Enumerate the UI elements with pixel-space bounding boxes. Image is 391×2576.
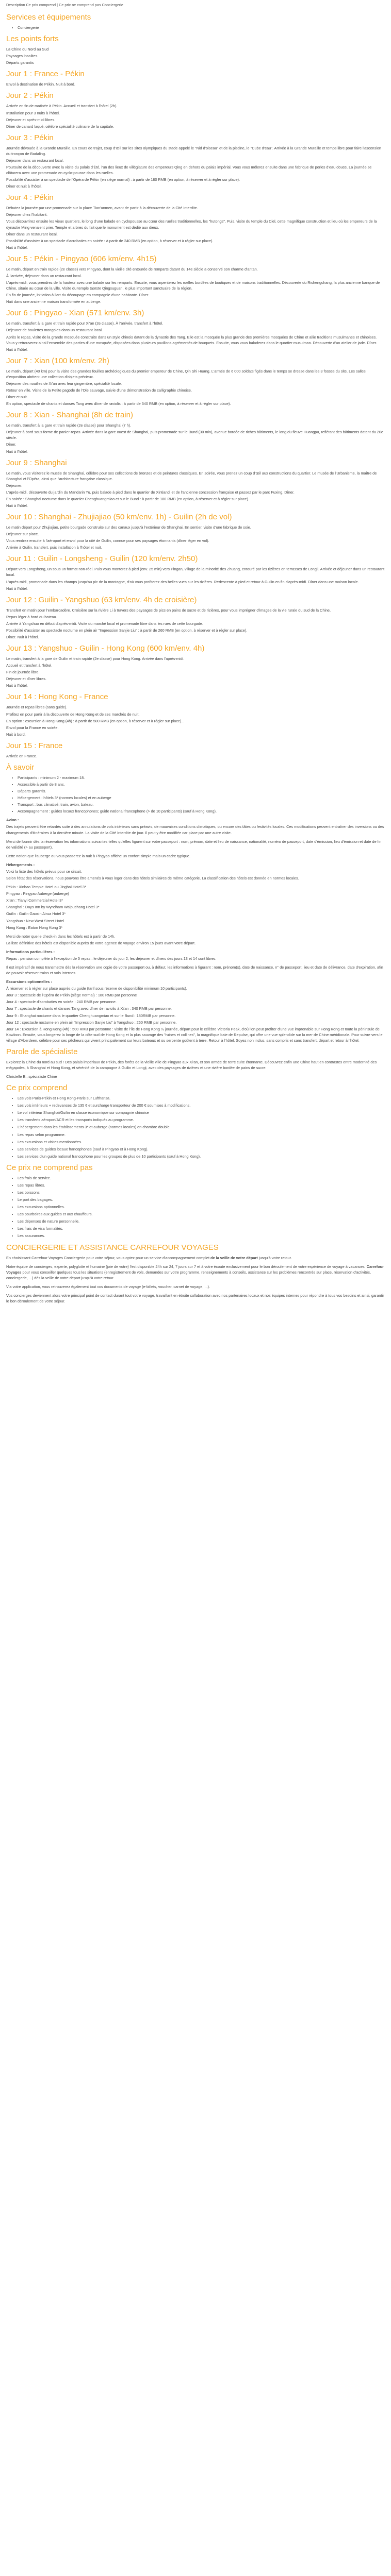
excursion-list	[6, 992, 385, 1043]
day-text: Le matin, vous visiterez le musée de Shanghai, célèbre pour ses collections de bronzes et de peintures classiques. En soirée, vous prenez un coup d'œil aux constructions du quartier. Le musée de l'Urbanisme, la maître de Shanghai et l'Opéra, ainsi que l'architecture française classique.	[6, 470, 377, 481]
day-title: Jour 10 : Shanghai - Zhujiajiao (50 km/env. 1h) - Guilin (2h de vol)	[6, 513, 232, 522]
day-text: Déjeuner et après-midi libres.	[6, 117, 56, 122]
day-text: L'après-midi, promenade dans les champs jusqu'au pic de la montagne, d'où vous profiterez des belles vues sur les rizières. Redescente à pied et retour à Guilin en fin d'après-midi. Dîner dans une maison locale.	[6, 579, 359, 584]
point-fort-line: La Chine du Nord au Sud	[6, 47, 49, 52]
excursion-line: Jour 14 : Excursion à Hong Kong (4h) : 500 RMB par personne : visite de l'île de Hong Kong ½ journée, départ pour le célèbre Victoria Peak, d'où l'on peut profiter d'une vue imprenable sur Hong Kong et toute la péninsule de Kowloon. Ensuite, vous longerez la longe de la côte sud de Hong Kong et la plus sauvage des "ruines et collines", la magnifique baie de Repulse, qui offre une vue splendide sur la mer de Chine méridionale. Pour suivre vers le village d'Aberdeen, célèbre pour ses pêcheurs qui vivent principalement sur leurs bateaux et ou serpente goûtent à terre. Retour à l'hôtel. Soyez non inclus, sans compris et sans transfert, départ et retour à l'hôtel.	[6, 1026, 383, 1043]
day-text: Installation pour 3 nuits à l'hôtel.	[6, 110, 60, 115]
day-7	[6, 357, 385, 406]
hotel-list	[6, 884, 385, 930]
excursion-line: Jour 7 : spectacle de chants et danses Tang avec dîner de raviolis à Xi'an : 340 RMB par personne.	[6, 1006, 172, 1011]
day-6	[6, 309, 385, 352]
day-4	[6, 193, 385, 250]
a-savoir-section	[6, 763, 385, 1043]
a-savoir-item: • Accompagnement : guides locaux francophones; guide national francophone (> de 10 participants) (sauf à Hong Kong).	[18, 808, 385, 814]
day-text: Le matin, départ en train rapide (2e classe) vers Pingyao, dont la vieille cité entourée de remparts datant du 14e siècle a conservé son charme d'antan.	[6, 266, 258, 272]
hotel-line: Hong Kong : Eaton Hong Kong 3*	[6, 925, 63, 930]
day-text: Arrivée en France.	[6, 753, 38, 758]
day-text: Déjeuner de boulettes mongoles dans un restaurant local.	[6, 328, 103, 333]
day-text: Nuit dans une ancienne maison transformée en auberge.	[6, 299, 102, 304]
day-text: Le matin, transfert à la gare et train rapide (2e classe) pour Shanghai (7 h).	[6, 423, 132, 428]
day-13	[6, 644, 385, 688]
point-fort-line: Départs garantis	[6, 60, 34, 65]
ne-comprend-item: • Les boissons.	[18, 1190, 385, 1195]
a-savoir-item: • Participants : minimum 2 - maximum 18.	[18, 775, 385, 781]
day-title: Jour 8 : Xian - Shanghai (8h de train)	[6, 411, 133, 420]
day-title: Jour 11 : Guilin - Longsheng - Guilin (120 km/env. 2h50)	[6, 554, 198, 564]
day-text: En option : excursion à Hong Kong (4h) : à partir de 500 RMB (en option, à réserver et à régler sur place)...	[6, 718, 185, 723]
hotel-line: Pingyao : Pingyao Auberge (auberge)	[6, 891, 69, 896]
service-item: • Conciergerie	[18, 25, 385, 30]
parole-title: Parole de spécialiste	[6, 1047, 78, 1056]
excursions-intro: À réserver et à régler sur place auprès du guide (tarif sous réserve de disponibilité minimum 10 participants).	[6, 986, 187, 991]
day-text: Nuit à l'hôtel.	[6, 449, 28, 454]
day-text: En soirée : Shanghai nocturne dans le quartier Chenghuangmiao et sur le Bund : à partir de 180 RMB (en option, à réserver et à régler sur place).	[6, 496, 249, 501]
conciergerie-section	[6, 1243, 385, 1304]
hebergement-label: Hébergements :	[6, 862, 35, 867]
ne-comprend-item: • Les pourboires aux guides et aux chauffeurs.	[18, 1211, 385, 1217]
excursion-line: Jour 9 : Shanghai nocturne dans le quartier Chenghuangmiao et sur le Bund : 180RMB par personne.	[6, 1013, 176, 1018]
hotel-line: Yangshuo : New West Street Hotel	[6, 918, 64, 923]
day-text: Dîner et nuit à l'hôtel.	[6, 184, 42, 189]
day-text: Le matin départ pour Zhujiajiao, petite bourgade construite sur des canaux jusqu'à l'extérieur de Shanghai. En sentier, visite d'une fabrique de soie.	[6, 525, 251, 530]
a-savoir-item: • Transport : bus climatisé, train, avion, bateau.	[18, 802, 385, 807]
day-text: L'après-midi, vous prendrez de la hauteur avec une balade sur les remparts. Ensuite, vous arpenterez les ruelles bordées de boutiques et de maisons traditionnelles. Découverte du Rishengchang, la plus ancienne banque de Chine, située au cœur de la ville. Visite du temple taoïste Qingxuguan, le plus important sanctuaire de la région.	[6, 280, 380, 291]
day-text: Retour en ville. Visite de la Petite pagode de l'Oie sauvage, suivie d'une démonstration de calligraphie chinoise.	[6, 387, 192, 393]
conciergerie-p2-start: Notre équipe de concierges, experte, polyglotte et humaine (joie de votre) l'est disponible 24h sur 24, 7 jours sur 7 et à votre écoute exclusivement pour le bon déroulement de votre expérience de voyage à vacances.	[6, 1264, 367, 1269]
ne-comprend-title: Ce prix ne comprend pas	[6, 1163, 93, 1172]
day-text: Départ vers Longsheng, un sous un format non-réel. Puis vous monterez à pied (env. 25 min) vers Pingan, village de la minorité des Zhuang, entouré par les rizières en terrasses de Longji. Arrivée et déjeuner dans un restaurant local.	[6, 567, 385, 578]
hotel-note-line: Merci de noter que le check-in dans les hôtels est à partir de 14h.	[6, 934, 116, 939]
a-savoir-paragraphs	[6, 824, 385, 858]
day-11	[6, 554, 385, 591]
comprend-item: • Le vol intérieur Shanghai/Guilin en classe économique sur compagnie chinoise	[18, 1110, 385, 1115]
day-15	[6, 741, 385, 759]
day-text: L'après-midi, découverte du jardin du Mandarin Yu, puis balade à pied dans le quartier de Xintiandi et de l'ancienne concession française et passez par le parc Fuxing. Dîner.	[6, 489, 295, 495]
services-title: Services et équipements	[6, 13, 91, 22]
day-text: Déjeuner chez l'habitant.	[6, 212, 48, 217]
day-text: Déjeuner dans un restaurant local.	[6, 158, 64, 163]
comprend-item: • L'hébergement dans les établissements 3* et auberge (normes locales) en chambre double.	[18, 1124, 385, 1130]
hotel-note-line: La liste définitive des hôtels est disponible auprès de votre agence de voyage environ 15 jours avant votre départ.	[6, 940, 196, 945]
day-text: Arrivée en fin de matinée à Pékin. Accueil et transfert à l'hôtel (2h).	[6, 104, 118, 109]
day-title: Jour 9 : Shanghai	[6, 458, 67, 467]
a-savoir-item: • Accessible à partir de 8 ans.	[18, 782, 385, 787]
conciergerie-p3: Via votre application, vous retrouverez également tout vos documents de voyage (e-billets, voucher, carnet de voyage, ...).	[6, 1284, 210, 1289]
conciergerie-p1	[6, 1255, 385, 1261]
conciergerie-p1-end: jusqu'à votre retour.	[257, 1255, 292, 1260]
comprend-section	[6, 1083, 385, 1159]
comprend-list	[6, 1095, 385, 1159]
day-text: En option, spectacle de chants et danses Tang avec dîner de raviolis : à partir de 340 RMB (en option, à réserver et à régler sur place).	[6, 401, 231, 406]
comprend-item: • Les services d'un guide national francophone pour les groupes de plus de 10 participants (sauf à Hong Kong).	[18, 1154, 385, 1159]
day-title: Jour 5 : Pékin - Pingyao (606 km/env. 4h15)	[6, 254, 157, 263]
a-savoir-list	[6, 775, 385, 814]
day-text: Possibilité d'assister à un spectacle d'acrobaties en soirée : à partir de 240 RMB (en option, à réserver et à régler sur place).	[6, 238, 214, 243]
day-title: Jour 12 : Guilin - Yangshuo (63 km/env. 4h de croisière)	[6, 595, 197, 604]
day-text: Nuit à l'hôtel.	[6, 245, 28, 250]
parole-section	[6, 1047, 385, 1079]
points-forts-title: Les points forts	[6, 35, 59, 44]
day-text: Dîner. Nuit à l'hôtel.	[6, 635, 39, 639]
day-title: Jour 6 : Pingyao - Xian (571 km/env. 3h)	[6, 309, 144, 318]
ne-comprend-item: • Les repas libres.	[18, 1182, 385, 1188]
day-title: Jour 14 : Hong Kong - France	[6, 692, 108, 702]
excursion-line: Jour 12 : spectacle nocturne en plein air "Impression Sanjie Liu" à Yangshuo : 260 RMB par personne.	[6, 1020, 177, 1025]
day-text: Nuit à bord.	[6, 732, 26, 737]
excursion-line: Jour 3 : spectacle de l'Opéra de Pékin (siège normal) : 180 RMB par personne	[6, 993, 137, 998]
day-title: Jour 2 : Pékin	[6, 91, 54, 100]
info-lines	[6, 956, 385, 976]
day-12	[6, 596, 385, 640]
breadcrumb[interactable]: Description Ce prix comprend | Ce prix ne comprend pas Conciergerie	[6, 3, 123, 7]
comprend-item: • Les repas selon programme.	[18, 1132, 385, 1138]
a-savoir-item: • Hébergement : hôtels 3* (normes locales) et en auberge	[18, 795, 385, 801]
day-text: Déjeuner et dîner libres.	[6, 676, 46, 682]
day-text: Dîner de canard laqué, célèbre spécialité culinaire de la capitale.	[6, 124, 114, 129]
a-savoir-item: • Départs garantis.	[18, 788, 385, 794]
day-2	[6, 91, 385, 129]
excursion-line: Jour 4 : spectacle d'acrobaties en soirée : 240 RMB par personne.	[6, 999, 117, 1005]
day-text: Profitez en pour partir à la découverte de Hong Kong et de ses marchés de nuit.	[6, 711, 140, 717]
day-text: Nuit à l'hôtel.	[6, 683, 28, 688]
day-text: Dîner.	[6, 442, 17, 447]
day-text: Vous rendrez ensuite à l'aéroport et envol pour la cité de Guilin, connue pour ses paysages étonnants (dîner léger en vol).	[6, 538, 209, 544]
day-text: Nuit à l'hôtel.	[6, 347, 28, 352]
day-text: Accueil et transfert à l'hôtel.	[6, 663, 53, 668]
info-label: Informations particulières :	[6, 949, 55, 954]
ne-comprend-item: • Les frais de service.	[18, 1175, 385, 1181]
day-text: Le matin, transfert à la gare et train rapide pour Xi'an (2e classe). À l'arrivée, transfert à l'hôtel.	[6, 321, 164, 326]
day-text: Le matin, transfert à la gare de Guilin et train rapide (2e classe) pour Hong Kong. Arrivée dans l'après-midi.	[6, 656, 185, 662]
a-savoir-paragraph: Cette notion que l'auberge ou vous passerez la nuit à Pingyao affiche un confort simple mais un cadre typique.	[6, 853, 190, 858]
hebergement-text: Voici la liste des hôtels prévus pour ce circuit.	[6, 869, 82, 874]
day-text: En fin de journée, initiation à l'art du découpage en compagnie d'une habitante. Dîner.	[6, 293, 150, 298]
day-text: À l'arrivée, déjeuner dans un restaurant local.	[6, 273, 82, 278]
day-title: Jour 1 : France - Pékin	[6, 70, 85, 79]
day-text: Repas léger à bord du bateau.	[6, 614, 57, 619]
day-8	[6, 411, 385, 454]
day-text: Journée et repas libres (sans guide).	[6, 705, 68, 710]
a-savoir-title: À savoir	[6, 762, 35, 772]
conciergerie-p1-bold: de la veille de votre départ	[210, 1255, 258, 1260]
ne-comprend-section	[6, 1163, 385, 1239]
day-text: Fin de journée libre.	[6, 670, 40, 675]
day-title: Jour 15 : France	[6, 741, 63, 750]
day-title: Jour 4 : Pékin	[6, 193, 54, 202]
avion-label: Avion :	[6, 818, 19, 823]
day-5	[6, 255, 385, 304]
excursions-label: Excursions optionnelles :	[6, 979, 52, 985]
services-list	[6, 25, 385, 30]
day-title: Jour 13 : Yangshuo - Guilin - Hong Kong (600 km/env. 4h)	[6, 644, 205, 653]
day-1	[6, 70, 385, 87]
hotel-line: Pékin : Xinhao Temple Hotel ou Jinghai Hotel 3*	[6, 885, 86, 890]
day-title: Jour 7 : Xian (100 km/env. 2h)	[6, 356, 109, 365]
day-text: Déjeuner.	[6, 483, 23, 488]
day-text: Envol pour la France en soirée.	[6, 725, 59, 730]
info-line: Il est impératif de nous transmettre dès la réservation une copie de votre passeport ou, à défaut, les informations à figurant : nom, prénom(s), date de naissance, n° de passeport, lieu et date de délivrance, date d'expiration, afin de pouvoir réserver trains et vols internes.	[6, 964, 383, 976]
day-text: Nuit à l'hôtel.	[6, 586, 28, 591]
parole-signature: Christelle B., spécialiste Chine	[6, 1074, 57, 1079]
ne-comprend-item: • Les frais de visa formalités.	[18, 1226, 385, 1231]
hotel-line: Xi'an : Tianyi Commercial Hotel 3*	[6, 898, 63, 903]
info-line: Repas : pension complète à l'exception de 5 repas : le déjeuner du jour 2, les déjeuner et dîners des jours 13 et 14 sont libres.	[6, 956, 217, 961]
ne-comprend-item: • Les excursions optionnelles.	[18, 1204, 385, 1210]
conciergerie-p2-end: pour vous conseiller quelques tous les situations (enregistrement de vols, demandes sur votre programme, renseignements à conseils, assistance sur les problèmes rencontrés sur place, réservation d'activités, conciergerie, ...) dès la veille de votre départ jusqu'à votre retour.	[6, 1269, 371, 1280]
day-text: Débutez la journée par une promenade sur la place Tian'anmen, avant de partir à la découverte de la Cité Interdite.	[6, 206, 198, 211]
comprend-item: • Les vols Paris-Pékin et Hong Kong-Paris sur Lufthansa.	[18, 1095, 385, 1101]
parole-text: Explorez la Chine du nord au sud ! Des palais impériaux de Pékin, des forêts de la vieille ville de Pingyao aux Xi'an, et son armée de terre cuite étonnante. Découvrez enfin une Chine haut en contrastes entre modernité des mégapoles, à Shanghai et Hong Kong, et sérénité de la campagne à Guilin et Longji, avec des paysages de rizières et une rivière bordée de pains de sucre.	[6, 1059, 377, 1070]
day-text: Poursuite de la découverte avec la visite du palais d'Été, l'un des lieux de villégiature des empereurs Qing en dehors du palais impérial. Vous vous mêlerez ensuite dans une fabrique de perles d'eau douce. La journée se clôturera avec une promenade en cyclo-pousse dans les ruelles.	[6, 165, 372, 176]
day-text: Vous découvrirez ensuite les vieux quartiers, le long d'une balade en cyclopousse au cœur des ruelles traditionnelles, les "hutongs". Puis, visite du temple du Ciel, cette magnifique construction et lieu où les empereurs de la dynastie Ming venaient prier. Temple et arbres du fait que le monument est dédié aux dieux.	[6, 219, 377, 230]
comprend-title: Ce prix comprend	[6, 1083, 68, 1093]
day-text: Possibilité d'assister au spectacle nocturne en plein air "Impression Sanjie Liu" : à partir de 260 RMB (en option, à réserver et à régler sur place).	[6, 628, 248, 633]
point-fort-line: Paysages insolites	[6, 54, 38, 59]
conciergerie-title: CONCIERGERIE ET ASSISTANCE CARREFOUR VOYAGES	[6, 1243, 219, 1252]
day-text: Arrivée à Yangshuo en début d'après-midi. Visite du marché local et promenade libre dans les rues de cette bourgade.	[6, 621, 203, 626]
day-title: Jour 3 : Pékin	[6, 133, 54, 142]
comprend-item: • Les excursions et visites mentionnées.	[18, 1139, 385, 1145]
day-text: Déjeuner des nouilles de Xi'an avec leur gingembre, spécialité locale.	[6, 381, 122, 386]
a-savoir-paragraph: Merci de fournir dès la réservation les informations suivantes telles qu'elles figurent sur votre passeport : nom, prénom, date et lieu de naissance, nationalité, numéro de passeport, date d'émission, lieu d'émission et date de fin de validité (> au passeport).	[6, 839, 382, 850]
a-savoir-paragraph: Des trajets peuvent être retardés suite à des annulations de vols intérieurs sans préavis, de mauvaises conditions climatiques, ou encore des tâtes ou festivités locales. Ces modifications peuvent entraîner des inversions ou des changements d'itinéraires à la dernière minute. La visite de la Cité Interdite de jour. Il peut y être modifiée car place par une autre visite.	[6, 824, 384, 835]
conciergerie-p4: Vos concierges deviennent alors votre principal point de contact durant tout votre voyage, travaillant en étroite collaboration avec nos partenaires locaux et nos équipes internes pour répondre à tous vos besoins et ainsi, garantir le bon déroulement de votre séjour.	[6, 1293, 384, 1304]
services-section	[6, 13, 385, 30]
hebergement-intro	[6, 869, 385, 881]
comprend-item: • Les vols intérieurs + redevances de 135 € et surcharge transporteur de 200 € soumises à modifications.	[18, 1103, 385, 1108]
day-text: Nuit à l'hôtel.	[6, 503, 28, 508]
day-text: Transfert en matin pour l'embarcadère. Croisière sur la rivière Li à travers des paysages de pics en pains de sucre et de rizières, pour vous imprégner d'images de la vie rurale du sud de la Chine.	[6, 607, 331, 613]
day-text: Arrivée à Guilin, transfert, puis installation à l'hôtel et nuit.	[6, 545, 102, 550]
day-3	[6, 133, 385, 190]
ne-comprend-item: • Le port des bagages.	[18, 1197, 385, 1202]
hotel-line: Shanghai : Days Inn by Wyndham Waipuchang Hotel 3*	[6, 905, 100, 910]
conciergerie-p2	[6, 1264, 385, 1281]
hotel-note	[6, 934, 385, 946]
points-forts-section	[6, 35, 385, 65]
ne-comprend-item: • Les assurances.	[18, 1233, 385, 1239]
comprend-item: • Les transferts aéroport/ACR et les transports indiqués au programme.	[18, 1117, 385, 1123]
day-text: Déjeuner sur place.	[6, 532, 39, 537]
points-forts-list	[6, 46, 385, 65]
day-14	[6, 692, 385, 737]
day-text: Possibilité d'assister à un spectacle de l'Opéra de Pékin (en siège normal) : à partir de 180 RMB (en option, à réserver et à régler sur place).	[6, 177, 240, 182]
itinerary	[6, 70, 385, 759]
day-9	[6, 459, 385, 509]
day-text: Dîner dans un restaurant local.	[6, 231, 58, 236]
ne-comprend-list	[6, 1175, 385, 1239]
day-text: Après le repas, visite de la grande mosquée construite dans un style chinois datant de la dynastie des Tang. Elle est la mosquée la plus grande des premières mosquées de Chine et allie traditions musulmanes et chinoises. Vous y retrouverez ainsi l'ensemble des parties d'une mosquée, disposées dans plusieurs pavillons agrémentés de bouquets. Ensuite, vous vous baladerez dans le quartier musulman. Découverte d'un atelier de jade. Dîner.	[6, 334, 377, 345]
hotel-line: Guilin : Guilin Gaoxin Airua Hotel 3*	[6, 911, 66, 917]
day-text: Dîner et nuit.	[6, 395, 28, 400]
day-text: Le matin, départ (40 km) pour la visite des grandes fouilles archéologiques du premier empereur de Chine, Qin Shi Huang. L'armée de 6 000 soldats figés dans le temps se dresse dans les 3 fosses du site. Les salles d'exposition abritent une collection d'objets précieux.	[6, 368, 366, 379]
comprend-item: • Les services de guides locaux francophones (sauf à Pingyao et à Hong Kong).	[18, 1146, 385, 1152]
day-text: Déjeuner à bord sous forme de panier-repas. Arrivée dans la gare ouest de Shanghai, puis promenade sur le Bund (30 min), avenue bordée de riches bâtiments, le long du fleuve Huangpu, reflétant des bâtiments datant du 20e siècle.	[6, 430, 383, 440]
ne-comprend-item: • Les dépenses de nature personnelle.	[18, 1218, 385, 1224]
conciergerie-p1-start: En choisissant Carrefour Voyages Conciergerie pour votre séjour, vous optez pour un service d'accompagnement complet	[6, 1255, 211, 1260]
hebergement-text: Selon l'état des réservations, nous pouvons être amenés à vous loger dans des hôtels similaires de même catégorie. La classification des hôtels est donnée en normes locales.	[6, 876, 299, 881]
conciergerie-p2-bold: Carrefour Voyages	[6, 1264, 384, 1275]
day-text: Envol à destination de Pékin. Nuit à bord.	[6, 82, 75, 87]
day-text: Journée dévouée à la Grande Muraille. En cours de trajet, coup d'œil sur les sites olympiques du stade appelé le "Nid d'oiseau" et de la piscine, le "Cube d'eau". Arrivée à la Grande Muraille et temps libre pour faire l'ascension du tronçon de Badaling.	[6, 145, 381, 156]
day-10	[6, 513, 385, 550]
